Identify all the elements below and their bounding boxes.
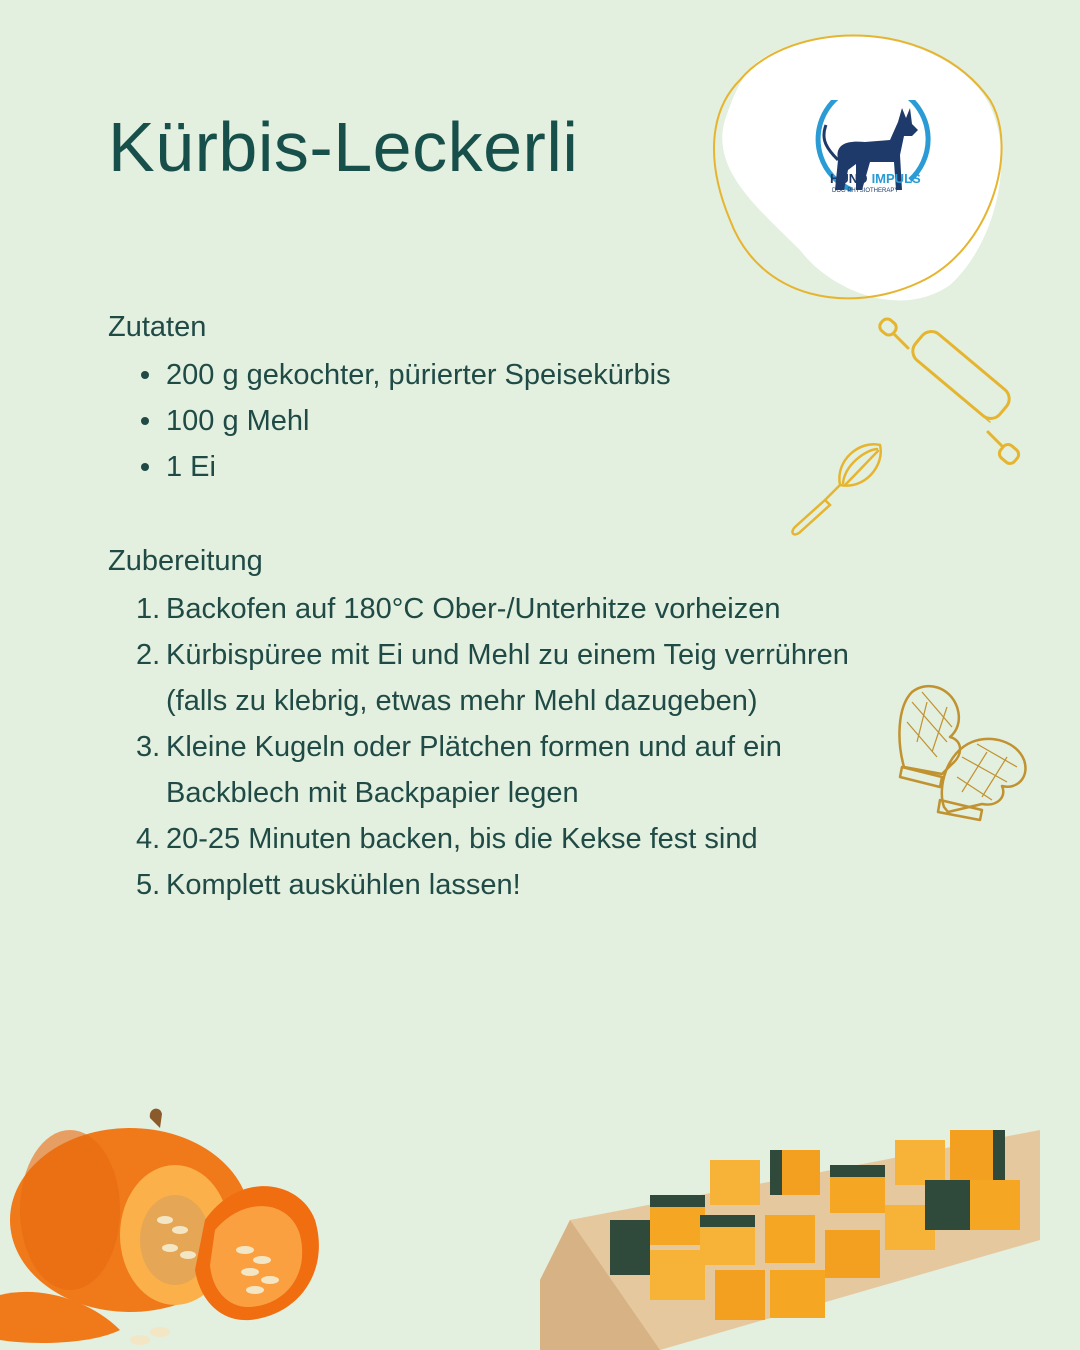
logo-brand-left: HUND [830, 171, 868, 186]
rolling-pin-icon [870, 312, 1030, 477]
step-text: Kleine Kugeln oder Plätchen formen und auf ein Backblech mit Backpapier legen [166, 731, 782, 809]
step-text: Komplett auskühlen lassen! [166, 869, 521, 901]
step-number: 4. [136, 823, 161, 855]
list-item [108, 632, 888, 724]
step-number: 5. [136, 869, 161, 901]
ingredients-heading: Zutaten [108, 311, 207, 343]
step-text: Backofen auf 180°C Ober-/Unterhitze vorheizen [166, 593, 781, 625]
whisk-icon [785, 435, 890, 540]
list-item [108, 586, 888, 632]
step-text: Kürbispüree mit Ei und Mehl zu einem Teig verrühren (falls zu klebrig, etwas mehr Mehl dazugeben) [166, 639, 849, 717]
ingredients-list [108, 352, 671, 490]
step-number: 1. [136, 593, 161, 625]
list-item [108, 724, 888, 816]
step-number: 2. [136, 639, 161, 671]
list-item: 200 g gekochter, pürierter Speisekürbis [108, 352, 671, 398]
preparation-steps [108, 586, 888, 908]
page-title: Kürbis-Leckerli [108, 108, 579, 186]
list-item [108, 862, 888, 908]
list-item [108, 816, 888, 862]
list-item: 100 g Mehl [108, 398, 671, 444]
step-number: 3. [136, 731, 161, 763]
oven-mitts-icon [892, 682, 1037, 822]
list-item: 1 Ei [108, 444, 671, 490]
logo-brand-right: IMPULS [871, 171, 921, 186]
pumpkin-image [0, 1100, 340, 1350]
step-text: 20-25 Minuten backen, bis die Kekse fest sind [166, 823, 758, 855]
pumpkin-cubes-image [540, 1120, 1060, 1350]
preparation-heading: Zubereitung [108, 545, 263, 577]
logo-text [830, 170, 960, 194]
logo-tagline: DOG PHYSIOTHERAPY [832, 188, 899, 194]
